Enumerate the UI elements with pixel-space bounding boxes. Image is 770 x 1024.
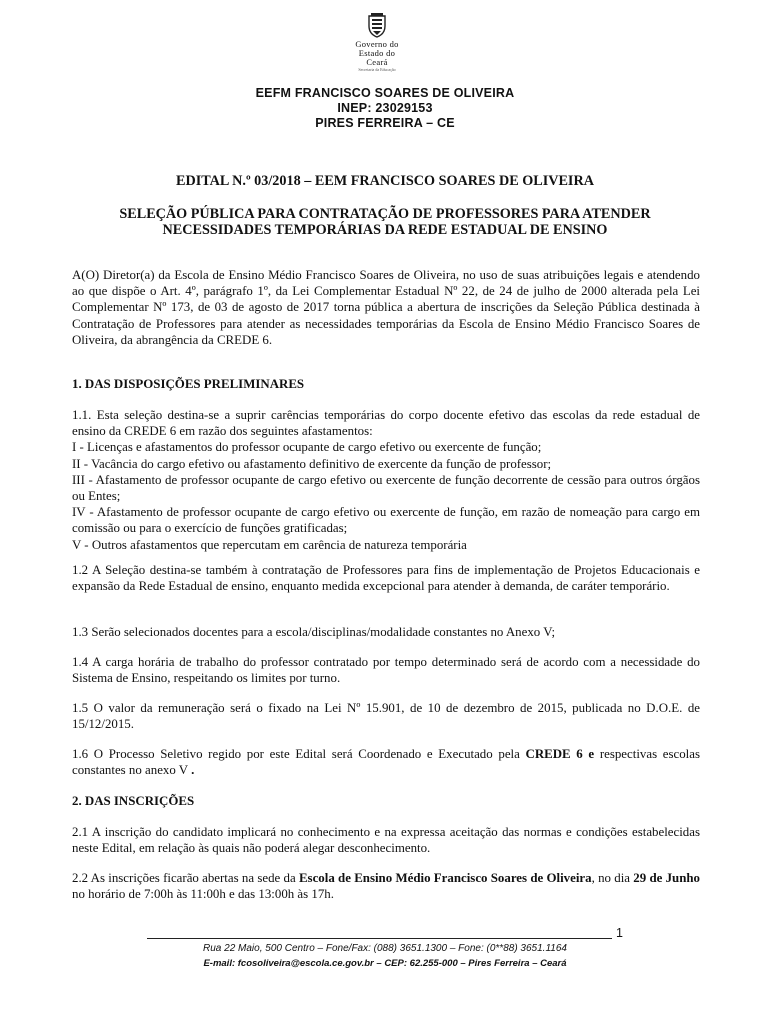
list-item: I - Licenças e afastamentos do professor ocupante de cargo efetivo ou exercente de função; bbox=[72, 440, 542, 455]
page-number: 1 bbox=[616, 926, 623, 940]
paragraph-2-2-text: 2.2 As inscrições ficarão abertas na sede da bbox=[72, 871, 299, 885]
section-2-heading: 2. DAS INSCRIÇÕES bbox=[72, 794, 195, 808]
paragraph-1-1: 1.1. Esta seleção destina-se a suprir carências temporárias do corpo docente efetivo das escolas da rede estadual de ensino da CREDE 6 em razão dos seguintes afastamentos: bbox=[72, 408, 700, 439]
paragraph-1-5: 1.5 O valor da remuneração será o fixado na Lei Nº 15.901, de 10 de dezembro de 2015, publicada no D.O.E. de 15/12/2015. bbox=[72, 701, 700, 732]
logo-line-2: Estado do Ceará bbox=[358, 48, 396, 67]
footer-address: Rua 22 Maio, 500 Centro – Fone/Fax: (088) 3651.1300 – Fone: (0**88) 3651.1164 bbox=[203, 943, 567, 954]
school-name: EEFM FRANCISCO SOARES DE OLIVEIRA bbox=[255, 86, 515, 100]
footer-contact: E-mail: fcosoliveira@escola.ce.gov.br – CEP: 62.255-000 – Pires Ferreira – Ceará bbox=[203, 958, 567, 969]
school-city: PIRES FERREIRA – CE bbox=[315, 116, 455, 130]
paragraph-1-6-text: 1.6 O Processo Seletivo regido por este Edital será Coordenado e Executado pela bbox=[72, 747, 526, 761]
logo-line-3: Secretaria da Educação bbox=[358, 67, 396, 72]
list-item: IV - Afastamento de professor ocupante de cargo efetivo ou exercente de função, em razão de nomeação para cargo em comissão ou para o exercício de funções gratificadas; bbox=[72, 505, 700, 536]
date-emphasis: 29 de Junho bbox=[633, 871, 701, 885]
paragraph-2-2 bbox=[72, 870, 700, 902]
paragraph-1-6-period: . bbox=[191, 763, 195, 778]
list-item: V - Outros afastamentos que repercutam em carência de natureza temporária bbox=[72, 537, 467, 552]
edital-subtitle-line-2: NECESSIDADES TEMPORÁRIAS DA REDE ESTADUAL DE ENSINO bbox=[162, 222, 608, 238]
intro-paragraph: A(O) Diretor(a) da Escola de Ensino Médio Francisco Soares de Oliveira, no uso de suas atribuições legais e atendendo ao que dispõe o Art. 4º, parágrafo 1º, da Lei Complementar Estadual Nº 22, de 24 de julho de 2000 alterada pela Lei Complementar Nº 173, de 03 de agosto de 2017 torna pública a abertura de inscrições da Seleção Pública destinada à Contratação de Professores para atender as necessidades temporárias da Escola de Ensino Médio Francisco Soares de Oliveira, da abrangência da CREDE 6. bbox=[72, 268, 700, 347]
paragraph-2-1: 2.1 A inscrição do candidato implicará no conhecimento e na expressa aceitação das normas e condições estabelecidas neste Edital, em relação às quais não poderá alegar desconhecimento. bbox=[72, 825, 700, 856]
section-1-1 bbox=[72, 407, 700, 553]
edital-title: EDITAL N.º 03/2018 – EEM FRANCISCO SOARES DE OLIVEIRA bbox=[176, 173, 594, 189]
list-item: III - Afastamento de professor ocupante de cargo efetivo ou exercente de função decorrente de cessão para outros órgãos ou Entes; bbox=[72, 472, 700, 504]
paragraph-1-6 bbox=[72, 746, 700, 778]
section-1-heading: 1. DAS DISPOSIÇÕES PRELIMINARES bbox=[72, 377, 305, 391]
footer-divider bbox=[147, 938, 612, 939]
state-coat-of-arms-icon bbox=[366, 12, 388, 38]
logo-line-1: Governo do bbox=[355, 39, 399, 49]
paragraph-1-2: 1.2 A Seleção destina-se também à contratação de Professores para fins de implementação de Projetos Educacionais e expansão da Rede Estadual de ensino, enquanto medida excepcional para atender à demanda, de caráter temporário. bbox=[72, 563, 700, 594]
edital-subtitle-line-1: SELEÇÃO PÚBLICA PARA CONTRATAÇÃO DE PROFESSORES PARA ATENDER bbox=[119, 206, 651, 222]
paragraph-1-6-text-2: respectivas escolas constantes no anexo V bbox=[72, 747, 700, 778]
paragraph-1-3: 1.3 Serão selecionados docentes para a escola/disciplinas/modalidade constantes no Anexo V; bbox=[72, 625, 556, 639]
school-inep: INEP: 23029153 bbox=[337, 101, 433, 115]
paragraph-2-2-text-3: no horário de 7:00h às 11:00h e das 13:00h às 17h. bbox=[72, 887, 334, 902]
school-header bbox=[0, 86, 770, 131]
crede-6-emphasis: CREDE 6 e bbox=[525, 747, 595, 761]
school-name-emphasis: Escola de Ensino Médio Francisco Soares de Oliveira bbox=[298, 871, 592, 885]
paragraph-2-2-text-2: , no dia bbox=[591, 871, 634, 885]
government-logo bbox=[347, 12, 407, 74]
paragraph-1-4: 1.4 A carga horária de trabalho do professor contratado por tempo determinado será de acordo com a necessidade do Sistema de Ensino, respeitando os limites por turno. bbox=[72, 655, 700, 686]
list-item: II - Vacância do cargo efetivo ou afastamento definitivo de exercente da função de professor; bbox=[72, 456, 552, 471]
